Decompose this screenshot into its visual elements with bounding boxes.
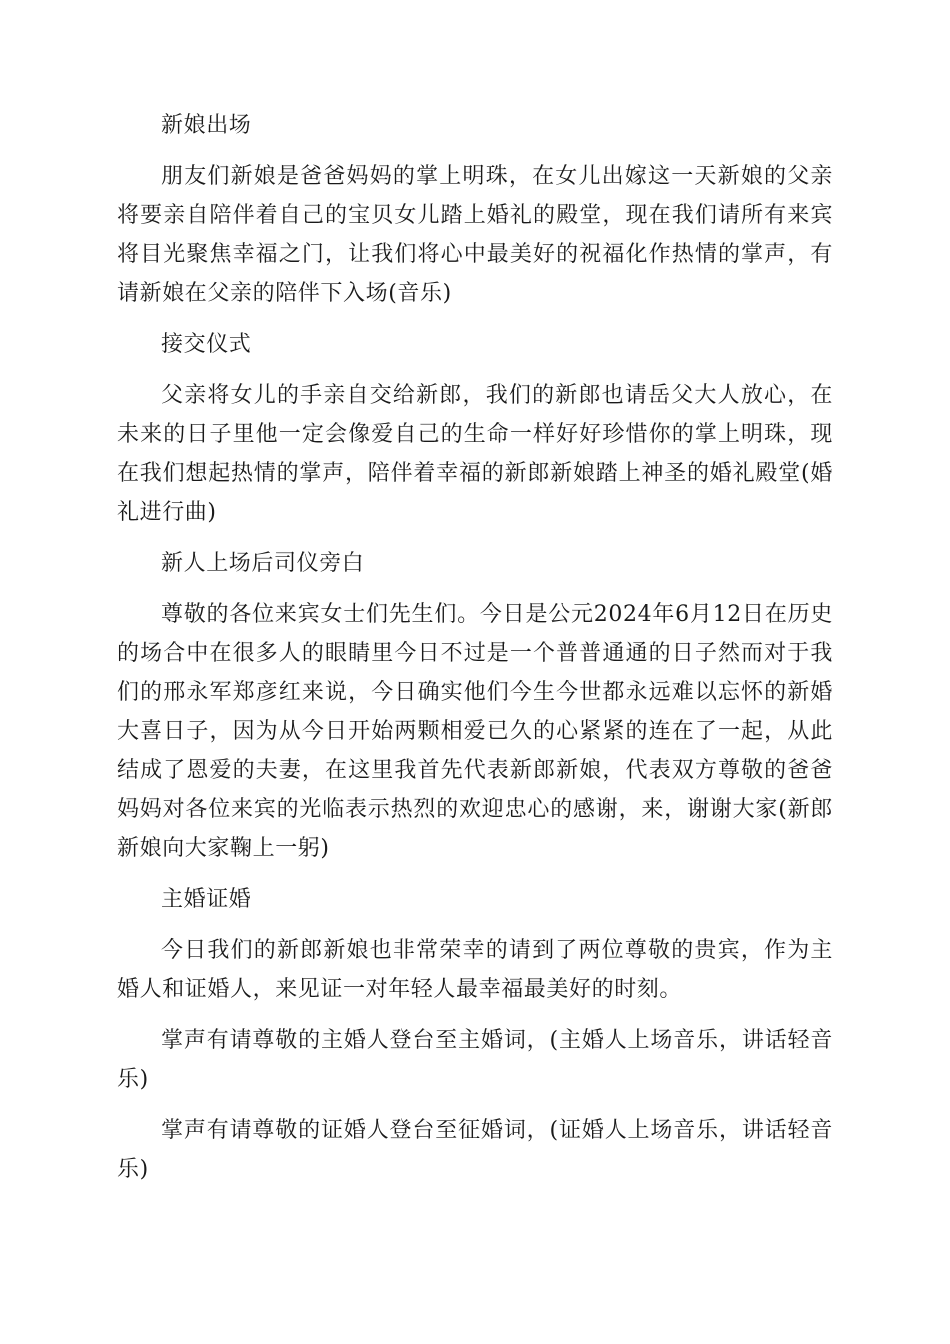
paragraph-wedding-witness: 掌声有请尊敬的证婚人登台至征婚词，(证婚人上场音乐，讲话轻音乐) [117,1118,833,1182]
document-page [117,106,833,1201]
section-heading-bride-entrance: 新娘出场 [161,113,252,138]
paragraph-chief-witness: 掌声有请尊敬的主婚人登台至主婚词，(主婚人上场音乐，讲话轻音乐) [117,1028,833,1092]
paragraph-bride-entrance: 朋友们新娘是爸爸妈妈的掌上明珠，在女儿出嫁这一天新娘的父亲将要亲自陪伴着自己的宝贝女儿踏上婚礼的殿堂，现在我们请所有来宾将目光聚焦幸福之门，让我们将心中最美好的祝福化作热情的掌声，有请新娘在父亲的陪伴下入场(音乐) [117,164,833,306]
section-heading-officiant: 主婚证婚 [161,887,252,912]
paragraph-handover-ceremony: 父亲将女儿的手亲自交给新郎，我们的新郎也请岳父大人放心，在未来的日子里他一定会像爱自己的生命一样好好珍惜你的掌上明珠，现在我们想起热情的掌声，陪伴着幸福的新郎新娘踏上神圣的婚礼殿堂(婚礼进行曲) [117,383,833,525]
section-heading-handover-ceremony: 接交仪式 [161,332,252,357]
paragraph-officiant-intro: 今日我们的新郎新娘也非常荣幸的请到了两位尊敬的贵宾，作为主婚人和证婚人，来见证一对年轻人最幸福最美好的时刻。 [117,938,833,1002]
paragraph-host-narration: 尊敬的各位来宾女士们先生们。今日是公元2024年6月12日在历史的场合中在很多人的眼睛里今日不过是一个普普通通的日子然而对于我们的邢永军郑彦红来说，今日确实他们今生今世都永远难以忘怀的新婚大喜日子，因为从今日开始两颗相爱已久的心紧紧的连在了一起，从此结成了恩爱的夫妻，在这里我首先代表新郎新娘，代表双方尊敬的爸爸妈妈对各位来宾的光临表示热烈的欢迎忠心的感谢，来，谢谢大家(新郎新娘向大家鞠上一躬) [117,602,833,861]
section-heading-host-narration: 新人上场后司仪旁白 [161,551,365,576]
